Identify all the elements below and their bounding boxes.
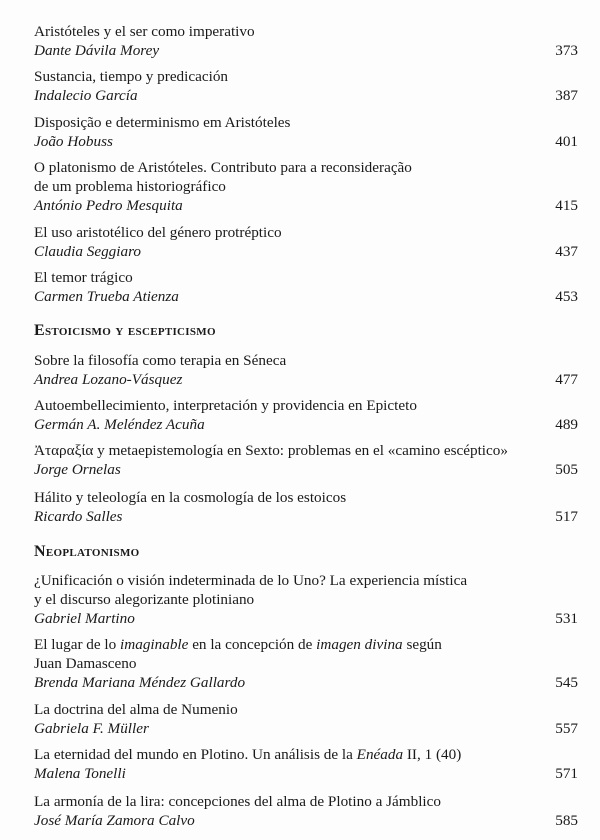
entry-author: José María Zamora Calvo	[34, 812, 195, 829]
entry-page-number: 437	[555, 243, 578, 260]
toc-entry[interactable]	[34, 635, 578, 692]
entry-author: Gabriela F. Müller	[34, 720, 149, 737]
italic-title-term: imaginable	[120, 636, 189, 653]
entry-title: La armonía de la lira: concepciones del alma de Plotino a Jámblico	[34, 793, 441, 810]
toc-entry[interactable]	[34, 113, 578, 151]
toc-entry[interactable]	[34, 488, 578, 526]
toc-entry[interactable]	[34, 268, 578, 306]
entry-page-number: 477	[555, 371, 578, 388]
entry-title: Hálito y teleología en la cosmología de los estoicos	[34, 489, 347, 506]
entry-title	[34, 654, 578, 673]
title-segment: en la concepción de	[188, 636, 317, 653]
toc-entry[interactable]	[34, 792, 578, 830]
entry-title: de um problema historiográfico	[34, 178, 226, 195]
entry-author-row	[34, 196, 578, 215]
entry-author-row	[34, 460, 578, 479]
entry-author-row	[34, 41, 578, 60]
toc-entry[interactable]	[34, 158, 578, 215]
entry-page-number: 517	[555, 508, 578, 525]
entry-author-row	[34, 132, 578, 151]
entry-author: Gabriel Martino	[34, 610, 135, 627]
entry-title: Disposição e determinismo em Aristóteles	[34, 114, 291, 131]
entry-author: Germán A. Meléndez Acuña	[34, 416, 205, 433]
entry-page-number: 415	[555, 197, 578, 214]
toc-entry[interactable]	[34, 396, 578, 434]
entry-title: El temor trágico	[34, 269, 133, 286]
italic-title-term: imagen divina	[316, 636, 403, 653]
entry-title: Aristóteles y el ser como imperativo	[34, 23, 255, 40]
entry-page-number: 531	[555, 610, 578, 627]
entry-author: Claudia Seggiaro	[34, 243, 142, 260]
toc-entry[interactable]	[34, 441, 578, 479]
entry-author: João Hobuss	[34, 133, 113, 150]
entry-author: Ricardo Salles	[34, 508, 123, 525]
entry-title: El uso aristotélico del género protréptico	[34, 224, 282, 241]
toc-entry[interactable]	[34, 67, 578, 105]
entry-page-number: 585	[555, 812, 578, 829]
entry-author: Brenda Mariana Méndez Gallardo	[34, 674, 246, 691]
entry-author-row	[34, 287, 578, 306]
entry-title	[34, 635, 578, 654]
italic-title-term: Enéada	[356, 746, 404, 763]
entry-title	[34, 745, 578, 764]
entry-author-row	[34, 764, 578, 783]
entry-title: ¿Unificación o visión indeterminada de lo Uno? La experiencia mística	[34, 572, 468, 589]
entry-author-row	[34, 609, 578, 628]
toc-entry[interactable]	[34, 351, 578, 389]
entry-page-number: 373	[555, 42, 578, 59]
toc-entry[interactable]	[34, 223, 578, 261]
entry-author: Jorge Ornelas	[34, 461, 121, 478]
entry-page-number: 545	[555, 674, 578, 691]
entry-title: Sobre la filosofía como terapia en Séneca	[34, 352, 287, 369]
title-segment: Juan Damasceno	[34, 655, 137, 672]
entry-title: O platonismo de Aristóteles. Contributo para a reconsideração	[34, 159, 412, 176]
entry-author-row	[34, 86, 578, 105]
entry-title: Ἀταραξία y metaepistemología en Sexto: problemas en el «camino escéptico»	[34, 442, 508, 459]
section-heading: Estoicismo y escepticismo	[34, 322, 216, 339]
entry-author-row	[34, 415, 578, 434]
entry-author-row	[34, 811, 578, 830]
title-segment: según	[402, 636, 442, 653]
entry-page-number: 557	[555, 720, 578, 737]
section-heading: Neoplatonismo	[34, 543, 140, 560]
entry-author: Andrea Lozano-Vásquez	[34, 371, 183, 388]
entry-page-number: 505	[555, 461, 578, 478]
entry-author-row	[34, 370, 578, 389]
entry-page-number: 571	[555, 765, 578, 782]
entry-page-number: 453	[555, 288, 578, 305]
toc-entry[interactable]	[34, 745, 578, 783]
entry-title: Autoembellecimiento, interpretación y providencia en Epicteto	[34, 397, 417, 414]
title-segment: La eternidad del mundo en Plotino. Un análisis de la	[34, 746, 357, 763]
entry-title: y el discurso alegorizante plotiniano	[34, 591, 255, 608]
toc-entry[interactable]	[34, 22, 578, 60]
entry-author: Dante Dávila Morey	[34, 42, 160, 59]
entry-title: Sustancia, tiempo y predicación	[34, 68, 229, 85]
title-segment: II, 1 (40)	[403, 746, 462, 763]
entry-author: Indalecio García	[34, 87, 138, 104]
entry-author-row	[34, 673, 578, 692]
entry-page-number: 489	[555, 416, 578, 433]
entry-author-row	[34, 719, 578, 738]
entry-author: António Pedro Mesquita	[34, 197, 183, 214]
entry-author: Malena Tonelli	[34, 765, 126, 782]
entry-author-row	[34, 242, 578, 261]
title-segment: El lugar de lo	[34, 636, 121, 653]
toc-entry[interactable]	[34, 571, 578, 628]
entry-page-number: 387	[555, 87, 578, 104]
entry-author-row	[34, 507, 578, 526]
toc-entry[interactable]	[34, 700, 578, 738]
entry-title: La doctrina del alma de Numenio	[34, 701, 238, 718]
entry-page-number: 401	[555, 133, 578, 150]
entry-author: Carmen Trueba Atienza	[34, 288, 179, 305]
